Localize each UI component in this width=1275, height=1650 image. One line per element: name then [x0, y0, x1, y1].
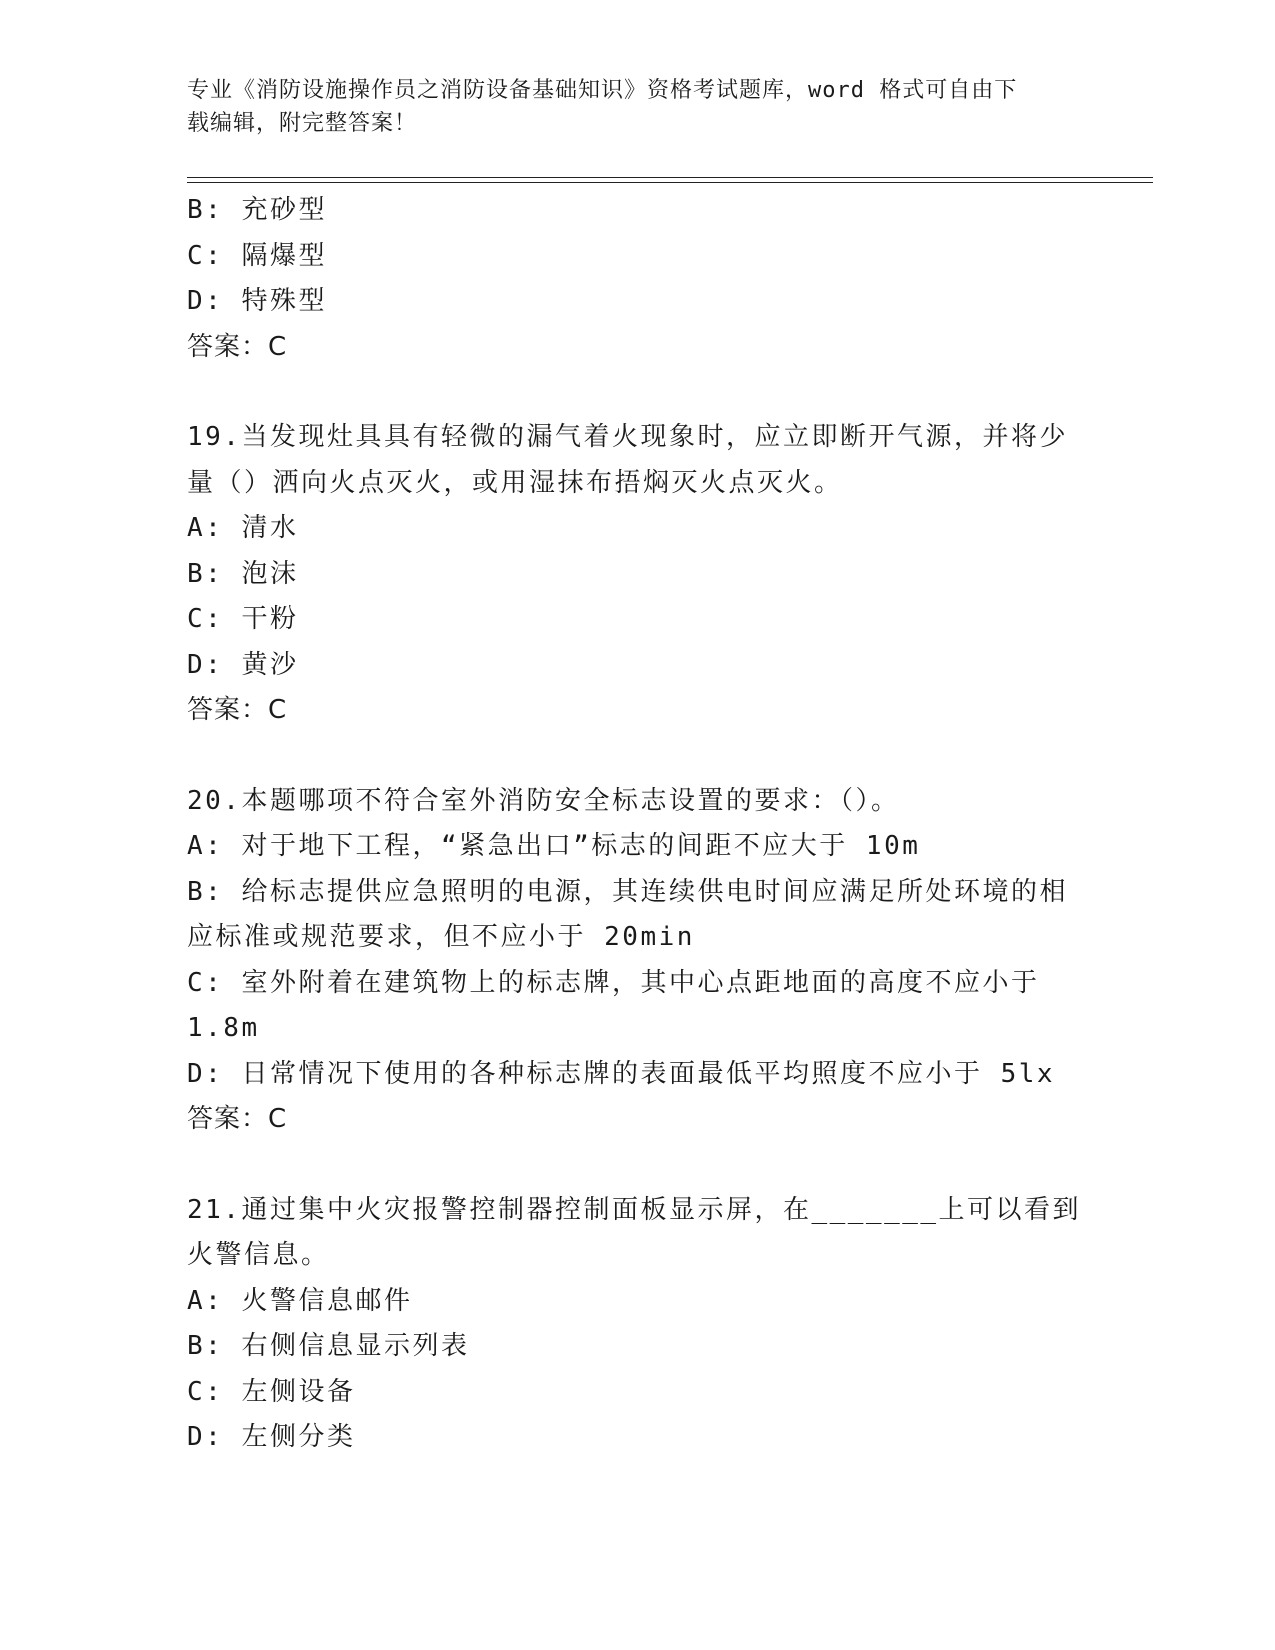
question-18-tail — [187, 188, 1087, 370]
answer-line: 答案：C — [187, 331, 288, 362]
header-divider-bottom — [187, 182, 1153, 183]
option-b: B: 充砂型 — [187, 195, 327, 225]
option-b: B: 给标志提供应急照明的电源，其连续供电时间应满足所处环境的相 — [187, 876, 1068, 907]
option-d: D: 左侧分类 — [187, 1422, 356, 1452]
answer-line: 答案：C — [187, 1104, 288, 1134]
question-stem-line: 量（）洒向火点灭火，或用湿抹布捂焖灭火点灭火。 — [187, 467, 843, 498]
question-stem-line: 19.当发现灶具具有轻微的漏气着火现象时，应立即断开气源，并将少 — [187, 422, 1068, 452]
option-d: D: 日常情况下使用的各种标志牌的表面最低平均照度不应小于 5lx — [187, 1058, 1056, 1089]
question-stem-line: 火警信息。 — [187, 1240, 330, 1270]
option-c: C: 隔爆型 — [187, 240, 327, 271]
spacer — [187, 1143, 1087, 1188]
header-divider-top — [187, 177, 1153, 178]
header-line-2: 载编辑，附完整答案！ — [187, 111, 418, 136]
option-b-continued: 应标准或规范要求，但不应小于 20min — [187, 922, 695, 952]
spacer — [187, 734, 1087, 779]
option-c-continued: 1.8m — [187, 1013, 260, 1043]
question-21 — [187, 1188, 1087, 1461]
question-20 — [187, 779, 1087, 1143]
answer-line: 答案：C — [187, 695, 288, 725]
question-stem-line: 20.本题哪项不符合室外消防安全标志设置的要求：（）。 — [187, 785, 900, 816]
question-list — [187, 188, 1087, 1461]
option-c: C: 左侧设备 — [187, 1376, 356, 1407]
question-19 — [187, 415, 1087, 734]
question-stem-line: 21.通过集中火灾报警控制器控制面板显示屏，在_______上可以看到 — [187, 1194, 1082, 1225]
option-b: B: 泡沫 — [187, 558, 299, 589]
header-line-1: 专业《消防设施操作员之消防设备基础知识》资格考试题库，word 格式可自由下 — [187, 78, 1018, 103]
option-a: A: 对于地下工程，“紧急出口”标志的间距不应大于 10m — [187, 831, 921, 861]
option-b: B: 右侧信息显示列表 — [187, 1331, 470, 1361]
option-d: D: 特殊型 — [187, 286, 327, 316]
option-c: C: 干粉 — [187, 604, 299, 634]
option-a: A: 清水 — [187, 513, 299, 543]
option-a: A: 火警信息邮件 — [187, 1285, 413, 1316]
option-d: D: 黄沙 — [187, 649, 299, 680]
option-c: C: 室外附着在建筑物上的标志牌，其中心点距地面的高度不应小于 — [187, 967, 1040, 998]
document-header — [187, 74, 1087, 140]
spacer — [187, 370, 1087, 415]
